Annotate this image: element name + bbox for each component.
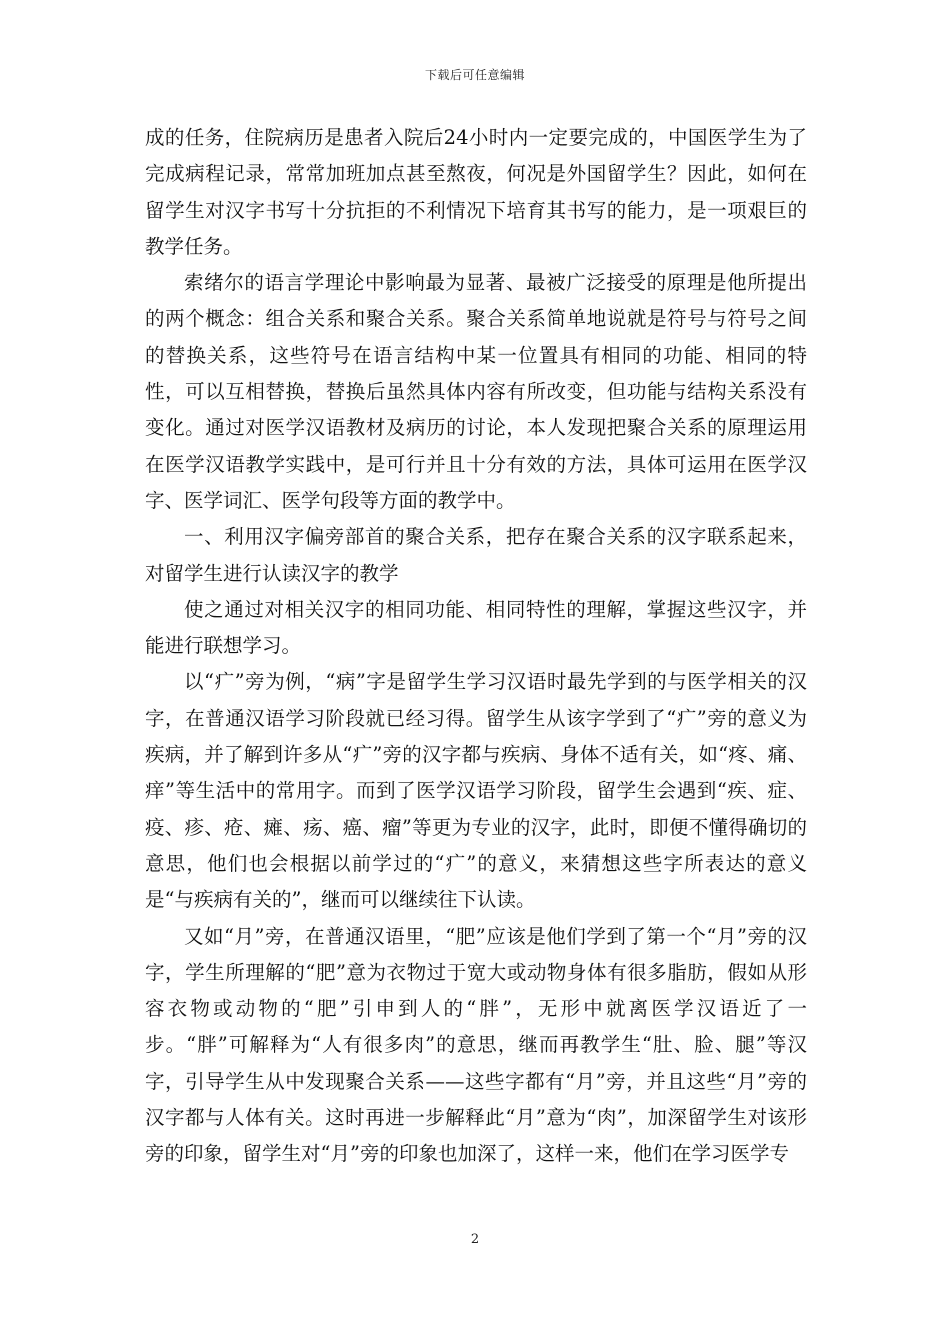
body-text bbox=[145, 120, 807, 1173]
paragraph-purpose: 使之通过对相关汉字的相同功能、相同特性的理解，掌握这些汉字，并能进行联想学习。 bbox=[145, 597, 807, 658]
paragraph-saussure: 索绪尔的语言学理论中影响最为显著、最被广泛接受的原理是他所提出的两个概念：组合关系和聚合关系。聚合关系简单地说就是符号与符号之间的替换关系，这些符号在语言结构中某一位置具有相同的功能、相同的特性，可以互相替换，替换后虽然具体内容有所改变，但功能与结构关系没有变化。通过对医学汉语教材及病历的讨论，本人发现把聚合关系的原理运用在医学汉语教学实践中，是可行并且十分有效的方法，具体可运用在医学汉字、医学词汇、医学句段等方面的教学中。 bbox=[145, 271, 807, 512]
page-header: 下载后可任意编辑 bbox=[424, 68, 525, 82]
paragraph-radical-example: 以“疒”旁为例，“病”字是留学生学习汉语时最先学到的与医学相关的汉字，在普通汉语学习阶段就已经习得。留学生从该字学到了“疒”旁的意义为疾病，并了解到许多从“疒”旁的汉字都与疾病、身体不适有关，如“疼、痛、痒”等生活中的常用字。而到了医学汉语学习阶段，留学生会遇到“疾、症、疫、疹、疮、瘫、疡、癌、瘤”等更为专业的汉字，此时，即便不懂得确切的意思，他们也会根据以前学过的“疒”的意义，来猜想这些字所表达的意义是“与疾病有关的”，继而可以继续往下认读。 bbox=[145, 670, 807, 912]
section-heading-1: 一、利用汉字偏旁部首的聚合关系，把存在聚合关系的汉字联系起来，对留学生进行认读汉字的教学 bbox=[145, 525, 807, 585]
paragraph-moon-radical: 又如“月”旁，在普通汉语里，“肥”应该是他们学到了第一个“月”旁的汉字，学生所理解的“肥”意为衣物过于宽大或动物身体有很多脂肪，假如从形容衣物或动物的“肥”引申到人的“胖”，无形中就离医学汉语近了一步。“胖”可解释为“人有很多肉”的意思，继而再教学生“肚、脸、腿”等汉字，引导学生从中发现聚合关系——这些字都有“月”旁，并且这些“月”旁的汉字都与人体有关。这时再进一步解释此“月”意为“肉”，加深留学生对该形旁的印象，留学生对“月”旁的印象也加深了，这样一来，他们在学习医学专 bbox=[145, 924, 807, 1166]
paragraph-continuation: 成的任务，住院病历是患者入院后24小时内一定要完成的，中国医学生为了完成病程记录，常常加班加点甚至熬夜，何况是外国留学生？因此，如何在留学生对汉字书写十分抗拒的不利情况下培育其书写的能力，是一项艰巨的教学任务。 bbox=[145, 126, 807, 258]
page-number: 2 bbox=[470, 1232, 480, 1247]
